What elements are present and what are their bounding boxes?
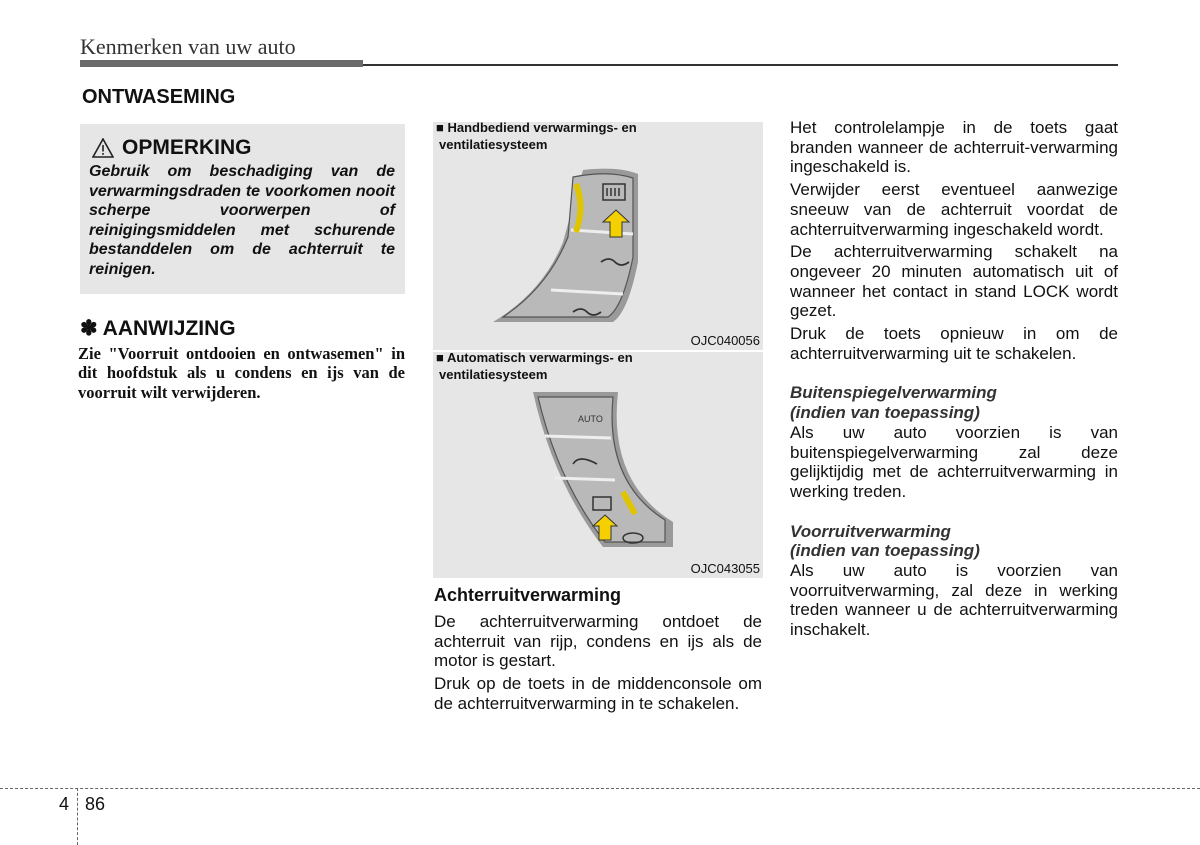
- note-body: Gebruik om beschadiging van de verwarmingsdraden te voorkomen nooit scherpe voorwerpen of reinigingsmiddelen met schurende bestanddelen om de achterruit te reinigen.: [89, 163, 395, 278]
- footer-rule: [0, 788, 1200, 789]
- header-rule-thick: [80, 60, 363, 67]
- figure-code: OJC043055: [690, 561, 760, 576]
- subsection-heading-note: (indien van toepassing): [790, 403, 980, 423]
- subsection-heading: Buitenspiegelverwarming: [790, 383, 997, 403]
- paragraph: Verwijder eerst eventueel aanwezige sneeuw van de achterruit voordat de achterruitverwarming ingeschakeld wordt.: [790, 180, 1118, 239]
- paragraph: De achterruitverwarming ontdoet de achterruit van rijp, condens en ijs als de motor is gestart.: [434, 612, 762, 671]
- right-column: [790, 118, 1118, 643]
- hint-title: ✽ AANWIJZING: [80, 317, 236, 340]
- note-title: OPMERKING: [122, 136, 252, 159]
- footer-divider: [77, 788, 78, 845]
- paragraph: Als uw auto voorzien is van buitenspiegelverwarming zal deze gelijktijdig met de achterruitverwarming in werking treden.: [790, 422, 1118, 501]
- auto-button-label: AUTO: [578, 414, 603, 424]
- subsection-heading: Voorruitverwarming: [790, 521, 951, 541]
- page-number: 86: [85, 794, 106, 814]
- paragraph: Als uw auto is voorzien van voorruitverwarming, zal deze in werking treden wanneer u de achterruitverwarming inschakelt.: [790, 561, 1118, 640]
- figure-automatic-system: [433, 352, 763, 578]
- running-head: Kenmerken van uw auto: [80, 34, 296, 59]
- paragraph: De achterruitverwarming schakelt na ongeveer 20 minuten automatisch uit of wanneer het contact in stand LOCK wordt gezet.: [790, 242, 1118, 321]
- figure-caption: ■ Automatisch verwarmings- en ventilatiesysteem: [436, 350, 633, 382]
- header-rule-thin: [363, 64, 1118, 66]
- manual-control-panel-illustration: [433, 122, 763, 350]
- paragraph: Het controlelampje in de toets gaat branden wanneer de achterruit-verwarming ingeschakeld is.: [790, 118, 1118, 177]
- figure-code: OJC040056: [690, 333, 760, 348]
- warning-triangle-icon: [92, 138, 114, 158]
- automatic-control-panel-illustration: [433, 352, 763, 578]
- figure-caption: ■ Handbediend verwarmings- en ventilatiesysteem: [436, 120, 637, 152]
- note-box: [80, 124, 405, 294]
- chapter-number: 4: [59, 794, 70, 814]
- note-header: [92, 136, 252, 160]
- subsection-heading: Achterruitverwarming: [434, 585, 622, 605]
- figure-manual-system: [433, 122, 763, 350]
- section-title: ONTWASEMING: [82, 86, 236, 108]
- paragraph: Druk op de toets in de middenconsole om de achterruitverwarming in te schakelen.: [434, 674, 762, 713]
- paragraph: Druk de toets opnieuw in om de achterruitverwarming uit te schakelen.: [790, 324, 1118, 363]
- hint-body: Zie "Voorruit ontdooien en ontwasemen" in dit hoofdstuk als u condens en ijs van de voorruit wilt verwijderen.: [78, 344, 405, 402]
- middle-column: [434, 585, 762, 717]
- subsection-heading-note: (indien van toepassing): [790, 541, 980, 561]
